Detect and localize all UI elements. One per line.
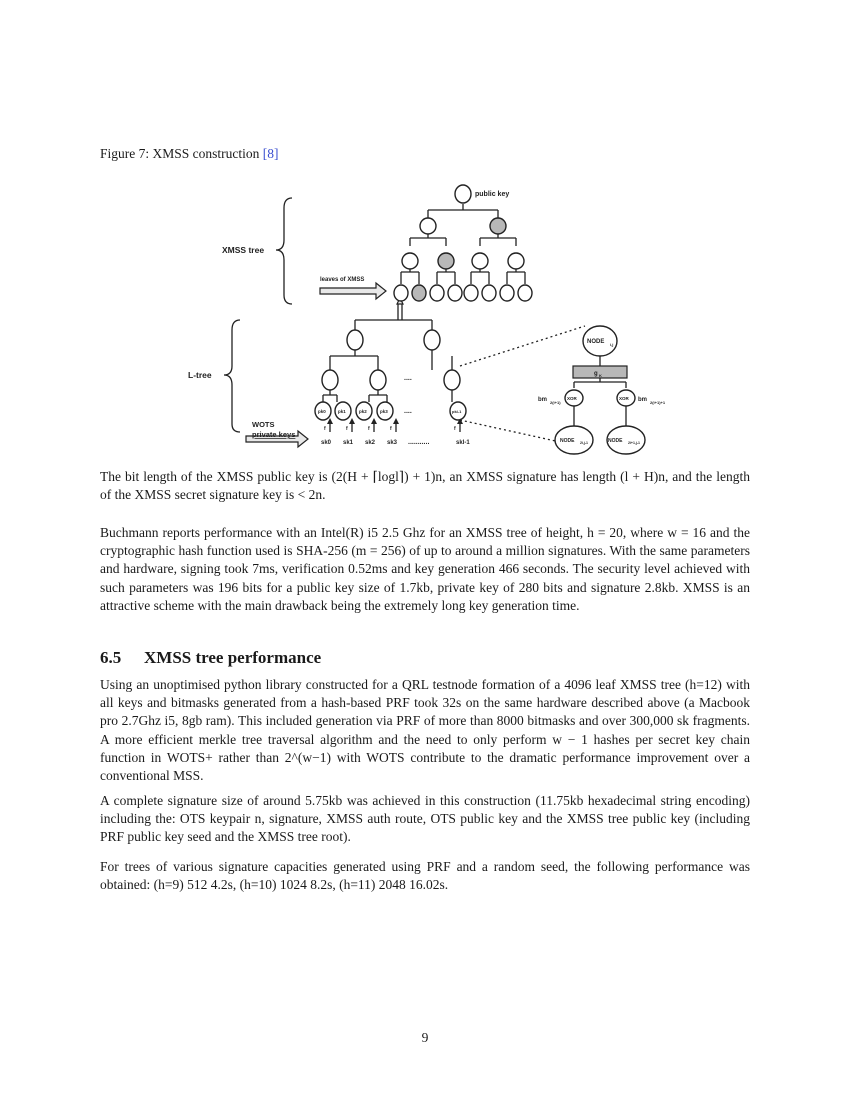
paragraph-testnode: Using an unoptimised python library constructed for a QRL testnode formation of a 4096 leaf XMSS tree (h=12) with all keys and bitmasks generated from a hash-based PRF took 32s on the same hardware described above (a Macbook pro 2.7Ghz i5, 8gb ram). This included generation via PRF of more than 8000 bitmasks and over 300,000 sk fragments. A more efficient merkle tree traversal algorithm and the need to only perform w − 1 hashes per secret key chain function in WOTS+ rather than 2^(w−1) with WOTS contribute to the dramatic performance improvement over a conventional MSS.: [100, 677, 750, 784]
bm-left-label: bm: [538, 397, 547, 403]
xor-right: XOR: [619, 396, 629, 401]
node-right-label: NODE: [608, 438, 623, 444]
f-label-3: f: [390, 426, 392, 432]
pk0-label: pk0: [318, 409, 326, 414]
node-left-sub: 2i,j-1: [580, 441, 588, 445]
paragraph-performance: For trees of various signature capacities generated using PRF and a random seed, the following performance was obtained: (h=9) 512 4.2s, (h=10) 1024 8.2s, (h=11) 2048 16.02s.: [100, 859, 750, 893]
section-number: 6.5: [100, 648, 122, 667]
leaves-label: leaves of XMSS: [320, 277, 365, 283]
pkl-label: pkl-1: [452, 409, 462, 414]
xmss-tree-label: XMSS tree: [222, 245, 265, 255]
citation-link[interactable]: [8]: [262, 146, 279, 161]
sk2-label: sk2: [365, 440, 376, 446]
xor-left: XOR: [567, 396, 577, 401]
ltree-label: L-tree: [188, 370, 212, 380]
f-label-l: f: [454, 426, 456, 432]
paragraph-key-lengths: The bit length of the XMSS public key is (2(H + ⌈logl⌉) + 1)n, an XMSS signature has length (l + H)n, and the length of the XMSS secret signature key is < 2n.: [100, 469, 750, 503]
pk2-label: pk2: [359, 409, 367, 414]
bm-left-sub: 2(i+1): [550, 400, 561, 405]
bm-right-label: bm: [638, 397, 647, 403]
dots-sk: ...........: [408, 439, 430, 446]
public-key-label: public key: [475, 191, 510, 198]
pk3-label: pk3: [380, 409, 388, 414]
f-label-1: f: [346, 426, 348, 432]
sk3-label: sk3: [387, 440, 398, 446]
node-right-sub: 2i+1,j-1: [628, 441, 640, 445]
pk1-label: pk1: [338, 409, 346, 414]
dots-pk: ....: [404, 408, 412, 415]
node-label: NODE: [587, 339, 605, 345]
section-heading: [100, 648, 321, 668]
node-left-label: NODE: [560, 438, 575, 444]
node-sub: i,j: [610, 342, 614, 347]
paragraph-signature-size: A complete signature size of around 5.75kb was achieved in this construction (11.75kb hexadecimal string encoding) including the: OTS keypair n, signature, XMSS auth route, OTS public key and the XMSS tree public key (including PRF public key seed and the XMSS tree root).: [100, 793, 750, 845]
bm-right-sub: 2(i+1)+1: [650, 400, 666, 405]
sk1-label: sk1: [343, 440, 354, 446]
f-label-0: f: [324, 426, 326, 432]
paragraph-buchmann: Buchmann reports performance with an Intel(R) i5 2.5 Ghz for an XMSS tree of height, h = 20, where w = 16 and the cryptographic hash function used is SHA-256 (m = 256) of up to around a million signatures. With the same parameters and hardware, signing took 7ms, verification 0.52ms and key generation 466 seconds. The security level achieved with such parameters was 196 bits for a public key size of 1.7kb, private key of 280 bits and signature 2.8kb. XMSS is an attractive scheme with the main drawback being the extremely long key generation time.: [100, 525, 750, 613]
skl-label: skl-1: [456, 440, 470, 446]
gk-label: g: [594, 371, 598, 377]
sk0-label: sk0: [321, 440, 332, 446]
page-number: 9: [421, 1030, 429, 1045]
wots-label: WOTS: [252, 420, 275, 429]
section-title: XMSS tree performance: [144, 648, 322, 667]
f-label-2: f: [368, 426, 370, 432]
figure-caption-text: Figure 7: XMSS construction: [100, 146, 263, 161]
figure-caption: [100, 146, 279, 162]
xmss-construction-diagram: [180, 180, 680, 465]
private-keys-label: private keys: [252, 430, 296, 439]
dots-ltree: ....: [404, 375, 412, 382]
gk-sub: K: [599, 373, 602, 378]
